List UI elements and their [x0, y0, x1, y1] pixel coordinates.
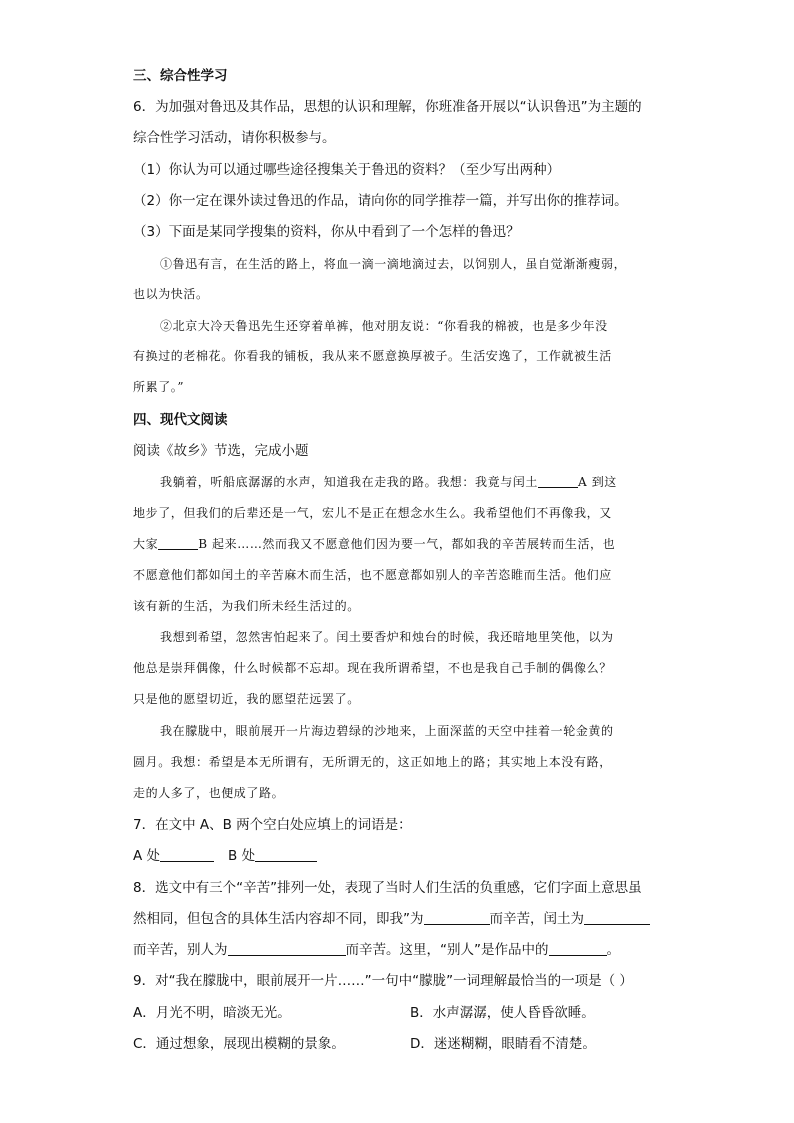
- q6-sub-question-3: （3）下面是某同学搜集的资料，你从中看到了一个怎样的鲁迅？: [133, 224, 520, 240]
- material-1-line-1: ①鲁迅有言，在生活的路上，将血一滴一滴地滴过去，以饲别人，虽自觉渐渐瘦弱，: [160, 257, 627, 271]
- q9-option-d[interactable]: D．迷迷糊糊，眼睛看不清楚。: [410, 1036, 596, 1052]
- q8-blank-character[interactable]: [549, 941, 607, 956]
- blank-a[interactable]: [538, 473, 578, 488]
- reading-intro: 阅读《故乡》节选，完成小题: [133, 443, 309, 459]
- material-2-line-3: 所累了。”: [133, 380, 185, 394]
- q8-text: 。: [606, 942, 620, 958]
- q7-stem: 7．在文中 A、B 两个空白处应填上的词语是：: [133, 817, 412, 833]
- q8-text: 而辛苦，闰土为: [489, 911, 584, 927]
- section-heading-4: 四、现代文阅读: [133, 412, 228, 428]
- q7-b-answer-blank[interactable]: [255, 847, 317, 862]
- q9-option-c[interactable]: C．通过想象，展现出模糊的景象。: [133, 1036, 345, 1052]
- q6-sub-question-1: （1）你认为可以通过哪些途径搜集关于鲁迅的资料？（至少写出两种）: [133, 162, 561, 178]
- passage-text: B 起来……然而我又不愿意他们因为要一气，都如我的辛苦展转而生活，也: [198, 537, 616, 551]
- q6-stem-line-2: 综合性学习活动，请你积极参与。: [133, 130, 336, 146]
- passage-p3-line-1: 我在朦胧中，眼前展开一片海边碧绿的沙地来，上面深蓝的天空中挂着一轮金黄的: [160, 724, 614, 738]
- passage-p2-line-1: 我想到希望，忽然害怕起来了。闰土要香炉和烛台的时候，我还暗地里笑他，以为: [160, 630, 614, 644]
- q8-line-1: 8．选文中有三个“辛苦”排列一处，表现了当时人们生活的负重感，它们字面上意思虽: [133, 880, 642, 896]
- q8-text: 而辛苦，别人为: [133, 942, 228, 958]
- q7-a-answer-blank[interactable]: [160, 847, 214, 862]
- passage-p3-line-2: 圆月。我想：希望是本无所谓有，无所谓无的，这正如地上的路；其实地上本没有路，: [133, 755, 612, 769]
- q8-line-3: [133, 940, 620, 960]
- q7-b-label: B 处: [228, 848, 256, 864]
- q8-text: 然相同，但包含的具体生活内容却不同，即我”为: [133, 911, 424, 927]
- q7-answer-line: [133, 846, 317, 866]
- passage-text: 我躺着，听船底潺潺的水声，知道我在走我的路。我想：我竟与闰土: [160, 475, 539, 489]
- material-2-line-1: ②北京大冷天鲁迅先生还穿着单裤，他对朋友说：“你看我的棉被，也是多少年没: [160, 319, 608, 333]
- material-2-line-2: 有换过的老棉花。你看我的铺板，我从来不愿意换厚被子。生活安逸了，工作就被生活: [133, 349, 612, 363]
- passage-p1-line-3: [133, 534, 615, 554]
- passage-p1-line-5: 该有新的生活，为我们所未经生活过的。: [133, 599, 360, 613]
- passage-text: 大家: [133, 537, 159, 551]
- passage-p1-line-1: [160, 472, 617, 492]
- passage-p2-line-3: 只是他的愿望切近，我的愿望茫远罢了。: [133, 692, 360, 706]
- material-1-line-2: 也以为快活。: [133, 287, 209, 301]
- blank-b[interactable]: [158, 535, 198, 550]
- q9-option-a[interactable]: A．月光不明，暗淡无光。: [133, 1005, 291, 1021]
- passage-text: A 到这: [578, 475, 617, 489]
- passage-p2-line-2: 他总是崇拜偶像，什么时候都不忘却。现在我所谓希望，不也是我自己手制的偶像么？: [133, 661, 612, 675]
- section-heading-3: 三、综合性学习: [133, 68, 228, 84]
- q6-stem-line-1: 6．为加强对鲁迅及其作品，思想的认识和理解，你班准备开展以“认识鲁迅”为主题的: [133, 99, 642, 115]
- q9-stem: 9．对“我在朦胧中，眼前展开一片……”一句中“朦胧”一词理解最恰当的一项是（ ）: [133, 973, 633, 989]
- q7-a-label: A 处: [133, 848, 161, 864]
- passage-p1-line-4: 不愿意他们都如闰土的辛苦麻木而生活，也不愿意都如别人的辛苦恣睢而生活。他们应: [133, 568, 612, 582]
- q9-option-b[interactable]: B．水声潺潺，使人昏昏欲睡。: [410, 1005, 595, 1021]
- passage-p1-line-2: 地步了，但我们的后辈还是一气，宏儿不是正在想念水生么。我希望他们不再像我，又: [133, 506, 612, 520]
- q8-line-2: [133, 909, 650, 929]
- q8-blank-runtu[interactable]: [584, 910, 650, 925]
- q8-text: 而辛苦。这里，“别人”是作品中的: [345, 942, 549, 958]
- passage-p3-line-3: 走的人多了，也便成了路。: [133, 786, 285, 800]
- q8-blank-me[interactable]: [424, 910, 490, 925]
- q8-blank-others[interactable]: [228, 941, 346, 956]
- q6-sub-question-2: （2）你一定在课外读过鲁迅的作品，请向你的同学推荐一篇，并写出你的推荐词。: [133, 193, 628, 209]
